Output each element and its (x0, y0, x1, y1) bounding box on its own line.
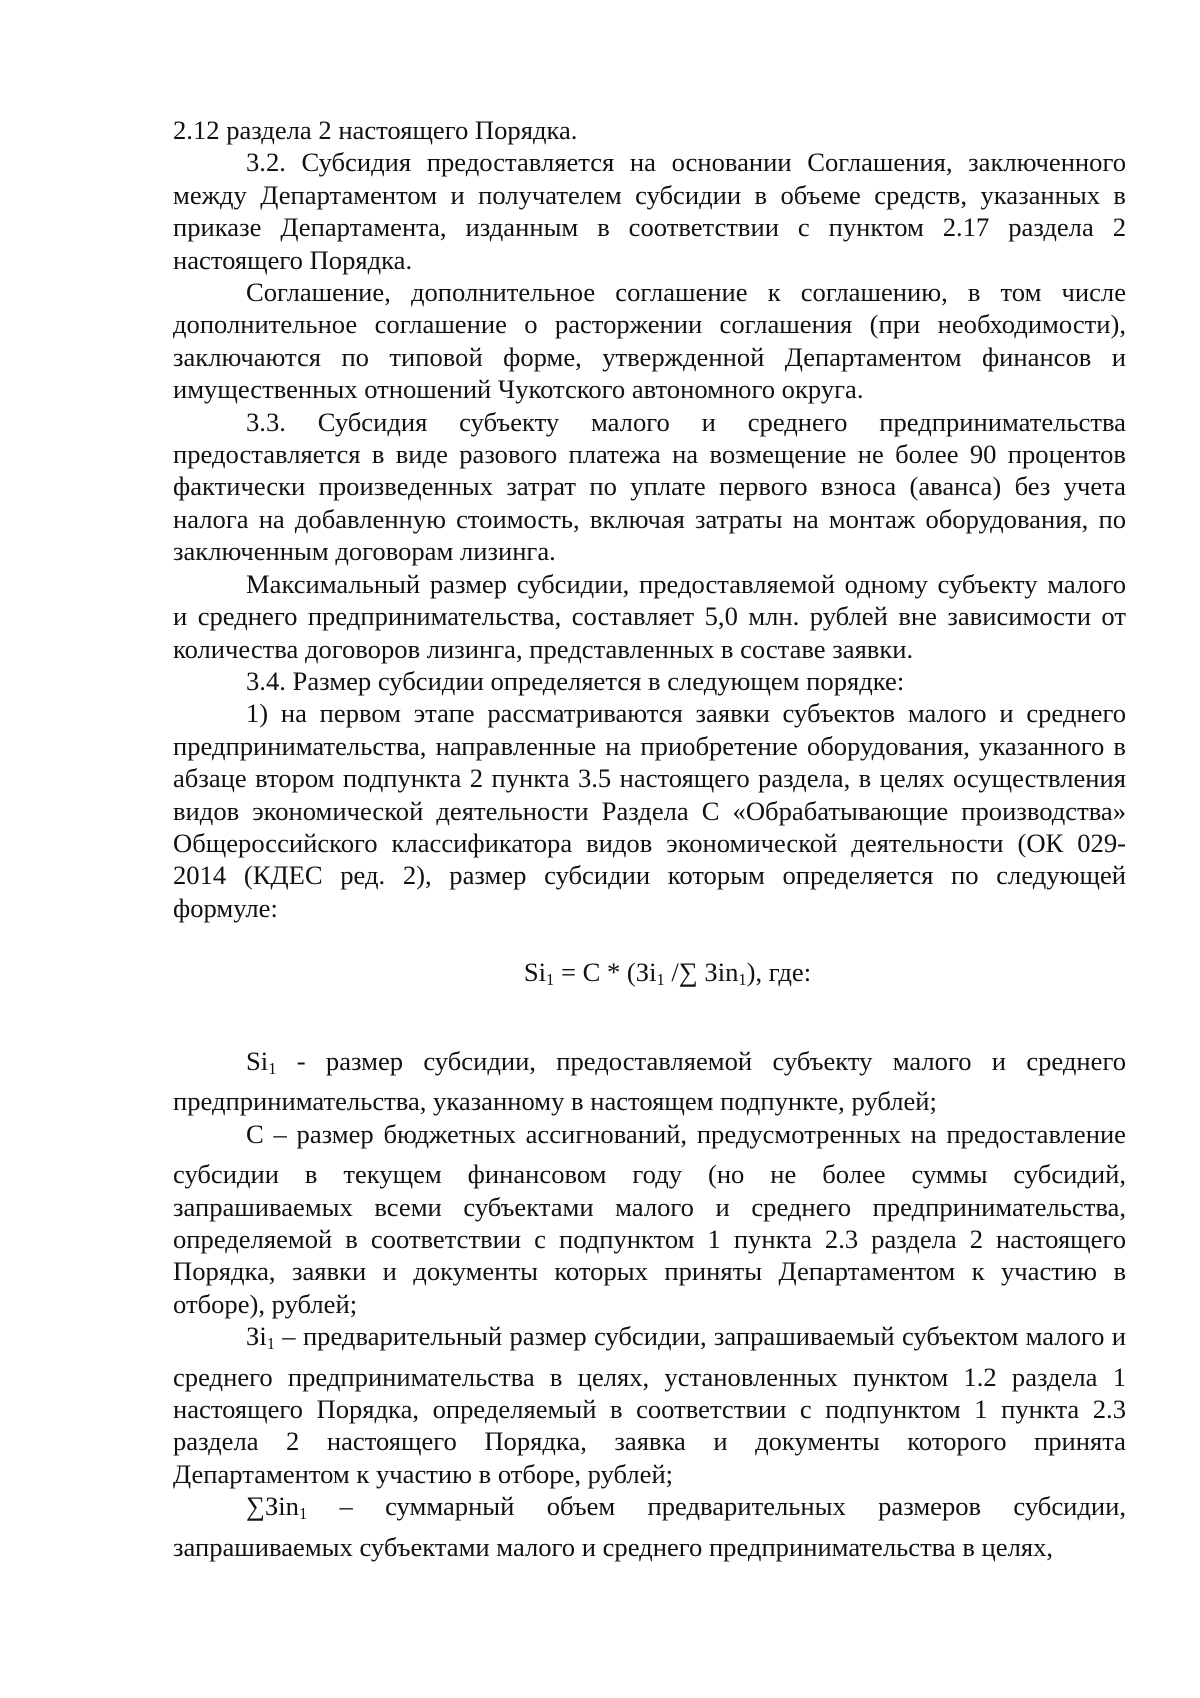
paragraph-max-size: Максимальный размер субсидии, предоставляемой одному субъекту малого и среднего предпринимательства, составляет 5,0 млн. рублей вне зависимости от количества договоров лизинга, представленных в составе заявки. (173, 568, 1126, 664)
paragraph-3-2: 3.2. Субсидия предоставляется на основании Соглашения, заключенного между Департаментом и получателем субсидии в объеме средств, указанных в приказе Департамента, изданным в соответствии с пунктом 2.17 раздела 2 настоящего Порядка. (173, 147, 1126, 275)
paragraph-stage-1: 1) на первом этапе рассматриваются заявки субъектов малого и среднего предпринимательства, направленные на приобретение оборудования, указанного в абзаце втором подпункта 2 пункта 3.5 настоящего раздела, в целях осуществления видов экономической деятельности Раздела С «Обрабатывающие производства» Общероссийского классификатора видов экономической деятельности (ОК 029-2014 (КДЕС ред. 2), размер субсидии которым определяется по следующей формуле: (173, 698, 1126, 923)
definition-subscript: 1 (268, 1058, 277, 1078)
definition-symbol: ∑Зin (246, 1491, 299, 1522)
paragraph-3-4: 3.4. Размер субсидии определяется в следующем порядке: (246, 665, 905, 696)
formula-subscript: 1 (546, 970, 555, 990)
definition-symbol: Зi (246, 1321, 267, 1352)
definition-zi1 (173, 1320, 1126, 1490)
formula-subscript: 1 (738, 970, 747, 990)
definition-c (173, 1118, 1126, 1321)
formula-part: Si (523, 957, 547, 988)
definition-text: – размер бюджетных ассигнований, предусмотренных на предоставление субсидии в текущем финансовом году (но не более суммы субсидий, запрашиваемых всеми субъектами малого и среднего предпринимательства, определяемой в соответствии с подпунктом 1 пункта 2.3 раздела 2 настоящего Порядка, заявки и документы которых приняты Департаментом к участию в отборе), рублей; (173, 1118, 1126, 1319)
definition-si1 (173, 1045, 1126, 1118)
paragraph-continuation: 2.12 раздела 2 настоящего Порядка. (173, 115, 578, 145)
paragraph-3-3: 3.3. Субсидия субъекту малого и среднего предпринимательства предоставляется в виде разового платежа на возмещение не более 90 процентов фактически произведенных затрат по уплате первого взноса (аванса) без учета налога на добавленную стоимость, включая затраты на монтаж оборудования, по заключенным договорам лизинга. (173, 406, 1126, 567)
definition-subscript: 1 (298, 1504, 308, 1524)
paragraph-agreement: Соглашение, дополнительное соглашение к соглашению, в том числе дополнительное соглашение о расторжении соглашения (при необходимости), заключаются по типовой форме, утвержденной Департаментом финансов и имущественных отношений Чукотского автономного округа. (173, 277, 1126, 405)
definition-text: – предварительный размер субсидии, запрашиваемый субъектом малого и среднего предпринимательства в целях, установленных пунктом 1.2 раздела 1 настоящего Порядка, определяемый в соответствии с подпунктом 1 пункта 2.3 раздела 2 настоящего Порядка, заявка и документы которого принята Департаментом к участию в отборе, рублей; (173, 1321, 1126, 1489)
definition-subscript: 1 (266, 1334, 275, 1354)
definition-text: - размер субсидии, предоставляемой субъекту малого и среднего предпринимательства, указанному в настоящем подпункте, рублей; (173, 1045, 1126, 1117)
formula-part: = С * (Зi (554, 957, 657, 988)
definition-sum-zin1 (173, 1490, 1126, 1563)
definition-symbol: Si (246, 1045, 269, 1076)
formula-part: ), где: (746, 957, 812, 988)
formula-subscript: 1 (656, 970, 665, 990)
definition-text: – суммарный объем предварительных размеров субсидии, запрашиваемых субъектами малого и среднего предпринимательства в целях, (173, 1491, 1126, 1562)
definition-symbol: С (246, 1118, 264, 1149)
formula (173, 956, 1126, 997)
formula-part: /∑ Зin (664, 957, 739, 988)
